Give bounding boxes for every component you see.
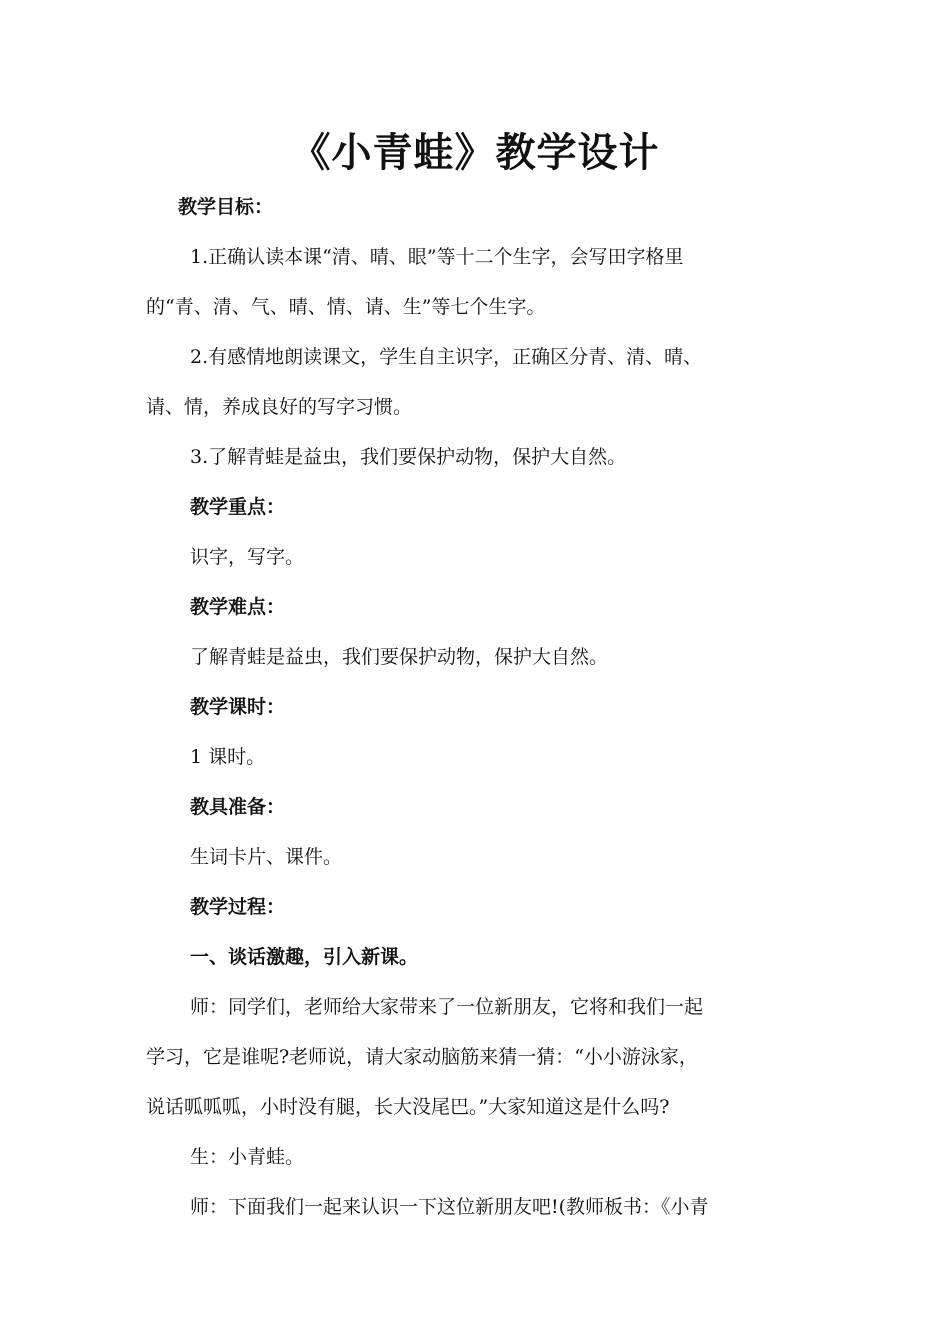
paragraph-line: 2.有感情地朗读课文，学生自主识字，正确区分青、清、晴、 [190,346,703,368]
paragraph-line: 1 课时。 [190,746,266,768]
paragraph-line: 3.了解青蛙是益虫，我们要保护动物，保护大自然。 [190,446,627,468]
section-heading-objectives: 教学目标： [178,196,274,218]
document-body [146,182,806,1232]
paragraph-line: 学习，它是谁呢?老师说，请大家动脑筋来猜一猜：“小小游泳家， [146,1046,698,1068]
paragraph-line: 请、情，养成良好的写字习惯。 [146,396,413,418]
document-title: 《小青蛙》教学设计 [290,129,660,176]
paragraph-line: 识字，写字。 [190,546,305,568]
section-heading-key-points: 教学重点： [190,496,286,518]
paragraph-line: 1.正确认读本课“清、晴、眼”等十二个生字，会写田字格里 [190,246,684,268]
paragraph-line: 生：小青蛙。 [190,1146,305,1168]
paragraph-line: 师：下面我们一起来认识一下这位新朋友吧!(教师板书：《小青 [190,1196,709,1218]
paragraph-line: 说话呱呱呱，小时没有腿，长大没尾巴。”大家知道这是什么吗? [146,1096,670,1118]
section-heading-materials: 教具准备： [190,796,286,818]
paragraph-line: 的“青、清、气、晴、情、请、生”等七个生字。 [146,296,546,318]
paragraph-line: 师：同学们，老师给大家带来了一位新朋友，它将和我们一起 [190,996,704,1018]
section-heading-difficulties: 教学难点： [190,596,286,618]
paragraph-line: 了解青蛙是益虫，我们要保护动物，保护大自然。 [190,646,609,668]
section-heading-process: 教学过程： [190,896,286,918]
paragraph-line: 生词卡片、课件。 [190,846,343,868]
section-heading-step-one: 一、谈话激趣，引入新课。 [190,946,419,968]
section-heading-class-hours: 教学课时： [190,696,286,718]
